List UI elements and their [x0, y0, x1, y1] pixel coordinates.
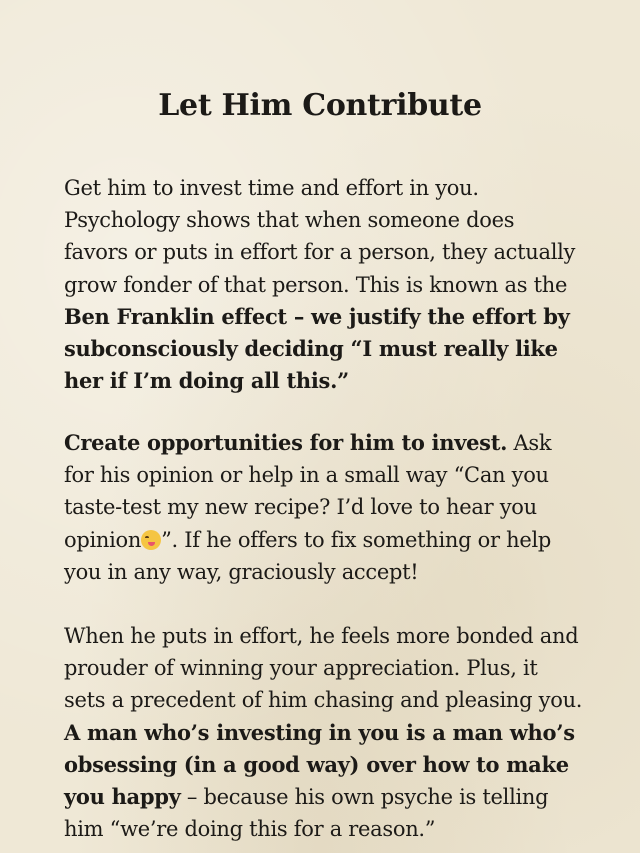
- face-savoring-food-icon: [141, 530, 161, 550]
- paragraph-2-bold: Create opportunities for him to invest.: [64, 430, 508, 455]
- paragraph-3-text-b: – because his own psyche is telling him “we’re doing this for a reason.”: [64, 785, 549, 842]
- paragraph-1-text: Get him to invest time and effort in you. Psychology shows that when someone does favors or puts in effort for a person, they actually grow fonder of that person. This is known as the: [64, 176, 576, 297]
- paragraph-3-bold: A man who’s investing in you is a man who’s obsessing (in a good way) over how to make you happy: [64, 719, 575, 810]
- paragraph-3-text-a: When he puts in effort, he feels more bonded and prouder of winning your appreciation. Plus, it sets a precedent of him chasing and pleasing you.: [64, 624, 583, 713]
- paragraph-2-text-b: ”. If he offers to fix something or help you in any way, graciously accept!: [64, 527, 552, 584]
- page-title: Let Him Contribute: [158, 88, 482, 123]
- paragraph-1-bold: Ben Franklin effect – we justify the effort by subconsciously deciding “I must really like her if I’m doing all this.”: [64, 303, 570, 394]
- paragraph-1: [64, 172, 584, 397]
- paragraph-2: [64, 427, 584, 588]
- paragraph-3: [64, 620, 584, 845]
- paragraph-2-text-a: Ask for his opinion or help in a small way “Can you taste-test my new recipe? I’d love to hear you opinion: [64, 431, 552, 552]
